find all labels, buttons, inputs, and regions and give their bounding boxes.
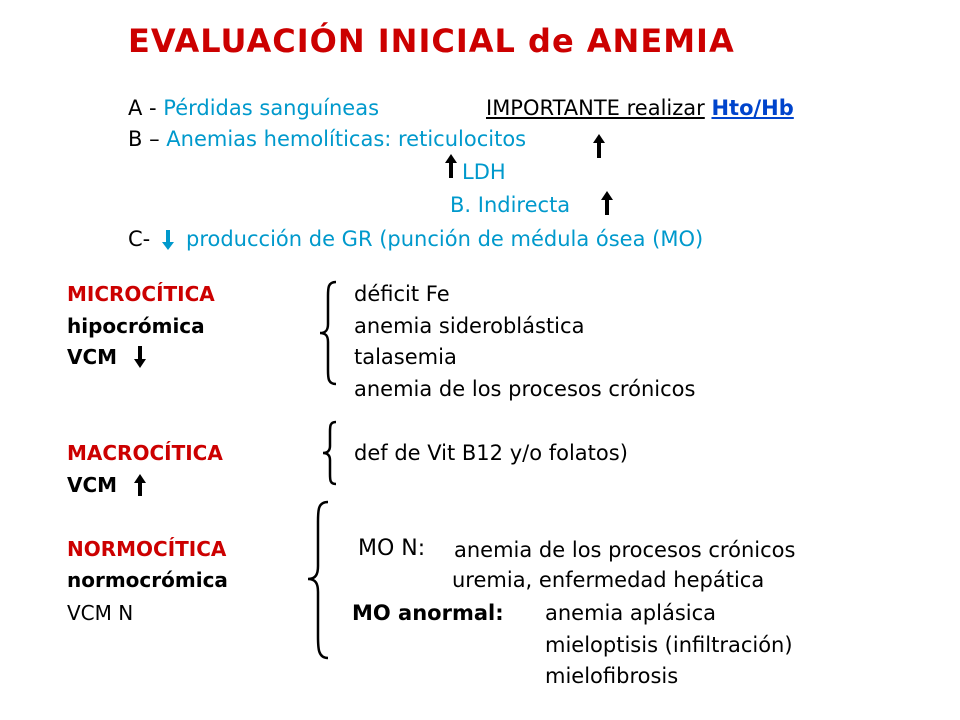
mo-anormal-cause-3: mielofibrosis (545, 664, 679, 688)
microcitica-label: MICROCÍTICA (67, 282, 215, 306)
arrow-up-icon (444, 154, 458, 178)
line-b (128, 126, 526, 152)
mo-n-cause-1: anemia de los procesos crónicos (454, 538, 796, 562)
normocitica-label: NORMOCÍTICA (67, 537, 227, 561)
brace-icon (316, 280, 340, 386)
microcitica-cause-3: talasemia (354, 345, 457, 369)
arrow-down-icon (160, 230, 176, 250)
hto-hb-link[interactable]: Hto/Hb (711, 96, 794, 120)
normocitica-sub: normocrómica (67, 568, 228, 592)
important-label: IMPORTANTE realizar (486, 96, 705, 120)
arrow-down-icon (133, 346, 147, 368)
microcitica-cause-2: anemia sideroblástica (354, 314, 585, 338)
ldh-label: LDH (462, 160, 506, 184)
macrocitica-label: MACROCÍTICA (67, 441, 223, 465)
page-title: EVALUACIÓN INICIAL de ANEMIA (128, 22, 735, 60)
macrocitica-cause: def de Vit B12 y/o folatos) (354, 441, 628, 465)
mo-anormal-label: MO anormal: (352, 601, 504, 625)
microcitica-cause-4: anemia de los procesos crónicos (354, 377, 696, 401)
brace-icon (320, 420, 340, 486)
line-a-prefix: A - (128, 96, 164, 120)
bili-label: B. Indirecta (450, 193, 571, 217)
mo-anormal-cause-2: mieloptisis (infiltración) (545, 633, 793, 657)
macrocitica-vcm: VCM (67, 473, 118, 497)
line-a-text: Pérdidas sanguíneas (163, 96, 380, 120)
arrow-up-icon (592, 134, 606, 158)
microcitica-vcm: VCM (67, 345, 118, 369)
brace-icon (304, 500, 332, 660)
line-a (128, 95, 379, 121)
mo-n-label: MO N: (358, 536, 426, 561)
important-note (486, 95, 794, 121)
microcitica-cause-1: déficit Fe (354, 282, 450, 306)
line-b-prefix: B – (128, 127, 167, 151)
mo-anormal-cause-1: anemia aplásica (545, 601, 717, 625)
line-b-text: Anemias hemolíticas: reticulocitos (166, 127, 527, 151)
line-c-text: producción de GR (punción de médula ósea (MO) (186, 227, 704, 251)
mo-n-cause-2: uremia, enfermedad hepática (452, 568, 765, 592)
arrow-up-icon (133, 474, 147, 496)
arrow-up-icon (600, 191, 614, 215)
normocitica-vcm: VCM N (67, 601, 134, 625)
microcitica-sub: hipocrómica (67, 314, 205, 338)
line-c (128, 226, 150, 252)
line-c-prefix: C- (128, 227, 151, 251)
